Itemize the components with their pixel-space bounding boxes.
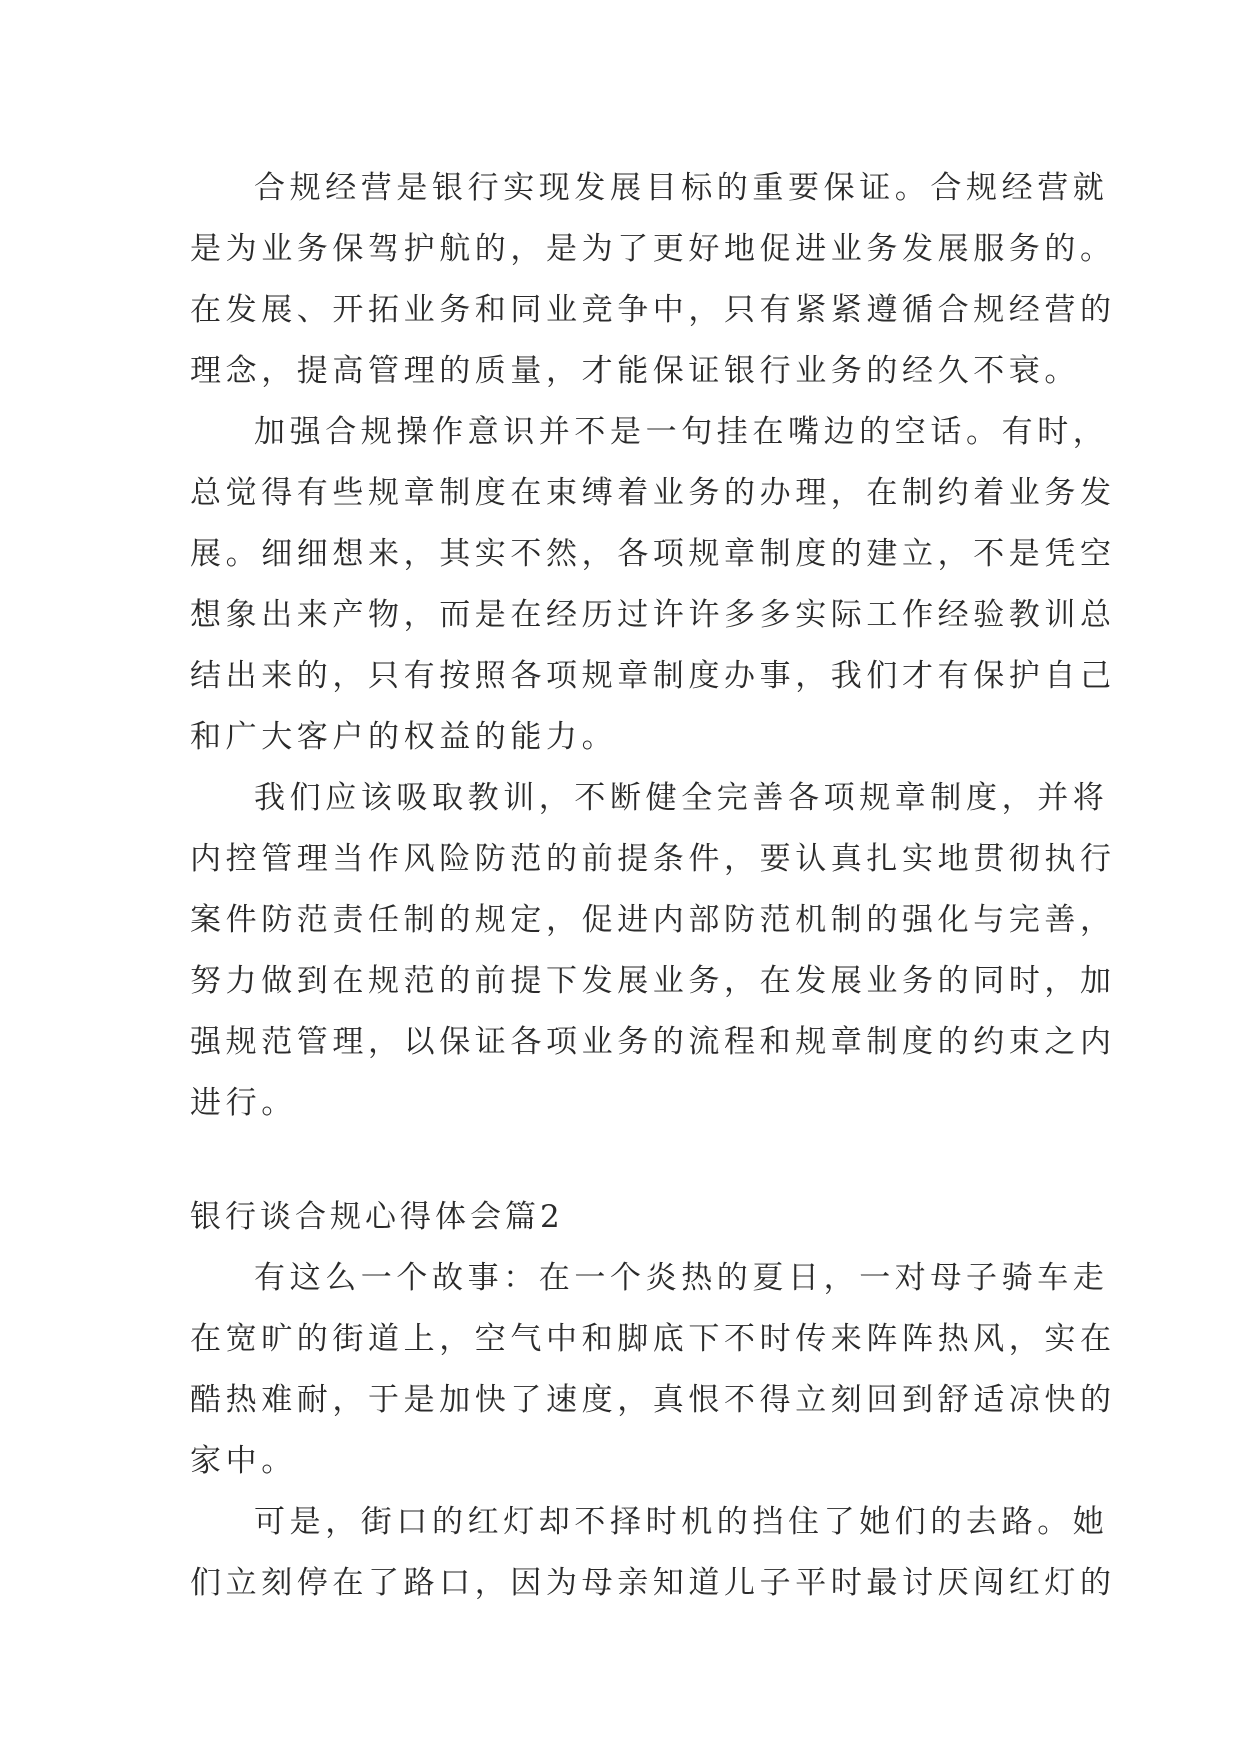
paragraph-line: 家中。: [190, 1443, 297, 1479]
paragraph-line: 可是，街口的红灯却不择时机的挡住了她们的去路。她: [254, 1504, 1109, 1540]
paragraph-line: 酷热难耐，于是加快了速度，真恨不得立刻回到舒适凉快的: [190, 1382, 1116, 1418]
paragraph-line: 在宽旷的街道上，空气中和脚底下不时传来阵阵热风，实在: [190, 1321, 1116, 1357]
paragraph-compliance-guarantee: [190, 158, 1116, 402]
paragraph-line: 理念，提高管理的质量，才能保证银行业务的经久不衰。: [190, 353, 1080, 389]
paragraph-line: 和广大客户的权益的能力。: [190, 719, 618, 755]
paragraph-line: 有这么一个故事：在一个炎热的夏日，一对母子骑车走: [254, 1260, 1109, 1296]
paragraph-line: 案件防范责任制的规定，促进内部防范机制的强化与完善，: [190, 902, 1116, 938]
paragraph-line: 我们应该吸取教训，不断健全完善各项规章制度，并将: [254, 780, 1109, 816]
paragraph-line: 合规经营是银行实现发展目标的重要保证。合规经营就: [254, 170, 1109, 206]
section-spacer: [190, 1134, 1055, 1187]
paragraph-line: 努力做到在规范的前提下发展业务，在发展业务的同时，加: [190, 963, 1116, 999]
paragraph-line: 内控管理当作风险防范的前提条件，要认真扎实地贯彻执行: [190, 841, 1116, 877]
paragraph-line: 总觉得有些规章制度在束缚着业务的办理，在制约着业务发: [190, 475, 1116, 511]
paragraph-line: 们立刻停在了路口，因为母亲知道儿子平时最讨厌闯红灯的: [190, 1565, 1116, 1601]
paragraph-story-intro: [190, 1248, 1116, 1492]
paragraph-line: 在发展、开拓业务和同业竞争中，只有紧紧遵循合规经营的: [190, 292, 1116, 328]
paragraph-lessons-learned: [190, 768, 1116, 1134]
paragraph-line: 是为业务保驾护航的，是为了更好地促进业务发展服务的。: [190, 231, 1116, 267]
paragraph-compliance-awareness: [190, 402, 1116, 768]
document-page: [190, 158, 1116, 1614]
paragraph-line: 加强合规操作意识并不是一句挂在嘴边的空话。有时，: [254, 414, 1109, 450]
section-title: 银行谈合规心得体会篇2: [190, 1199, 564, 1235]
paragraph-line: 进行。: [190, 1085, 297, 1121]
paragraph-line: 想象出来产物，而是在经历过许许多多实际工作经验教训总: [190, 597, 1116, 633]
paragraph-line: 展。细细想来，其实不然，各项规章制度的建立，不是凭空: [190, 536, 1116, 572]
paragraph-line: 强规范管理，以保证各项业务的流程和规章制度的约束之内: [190, 1024, 1116, 1060]
paragraph-line: 结出来的，只有按照各项规章制度办事，我们才有保护自己: [190, 658, 1116, 694]
paragraph-red-light: [190, 1492, 1116, 1614]
